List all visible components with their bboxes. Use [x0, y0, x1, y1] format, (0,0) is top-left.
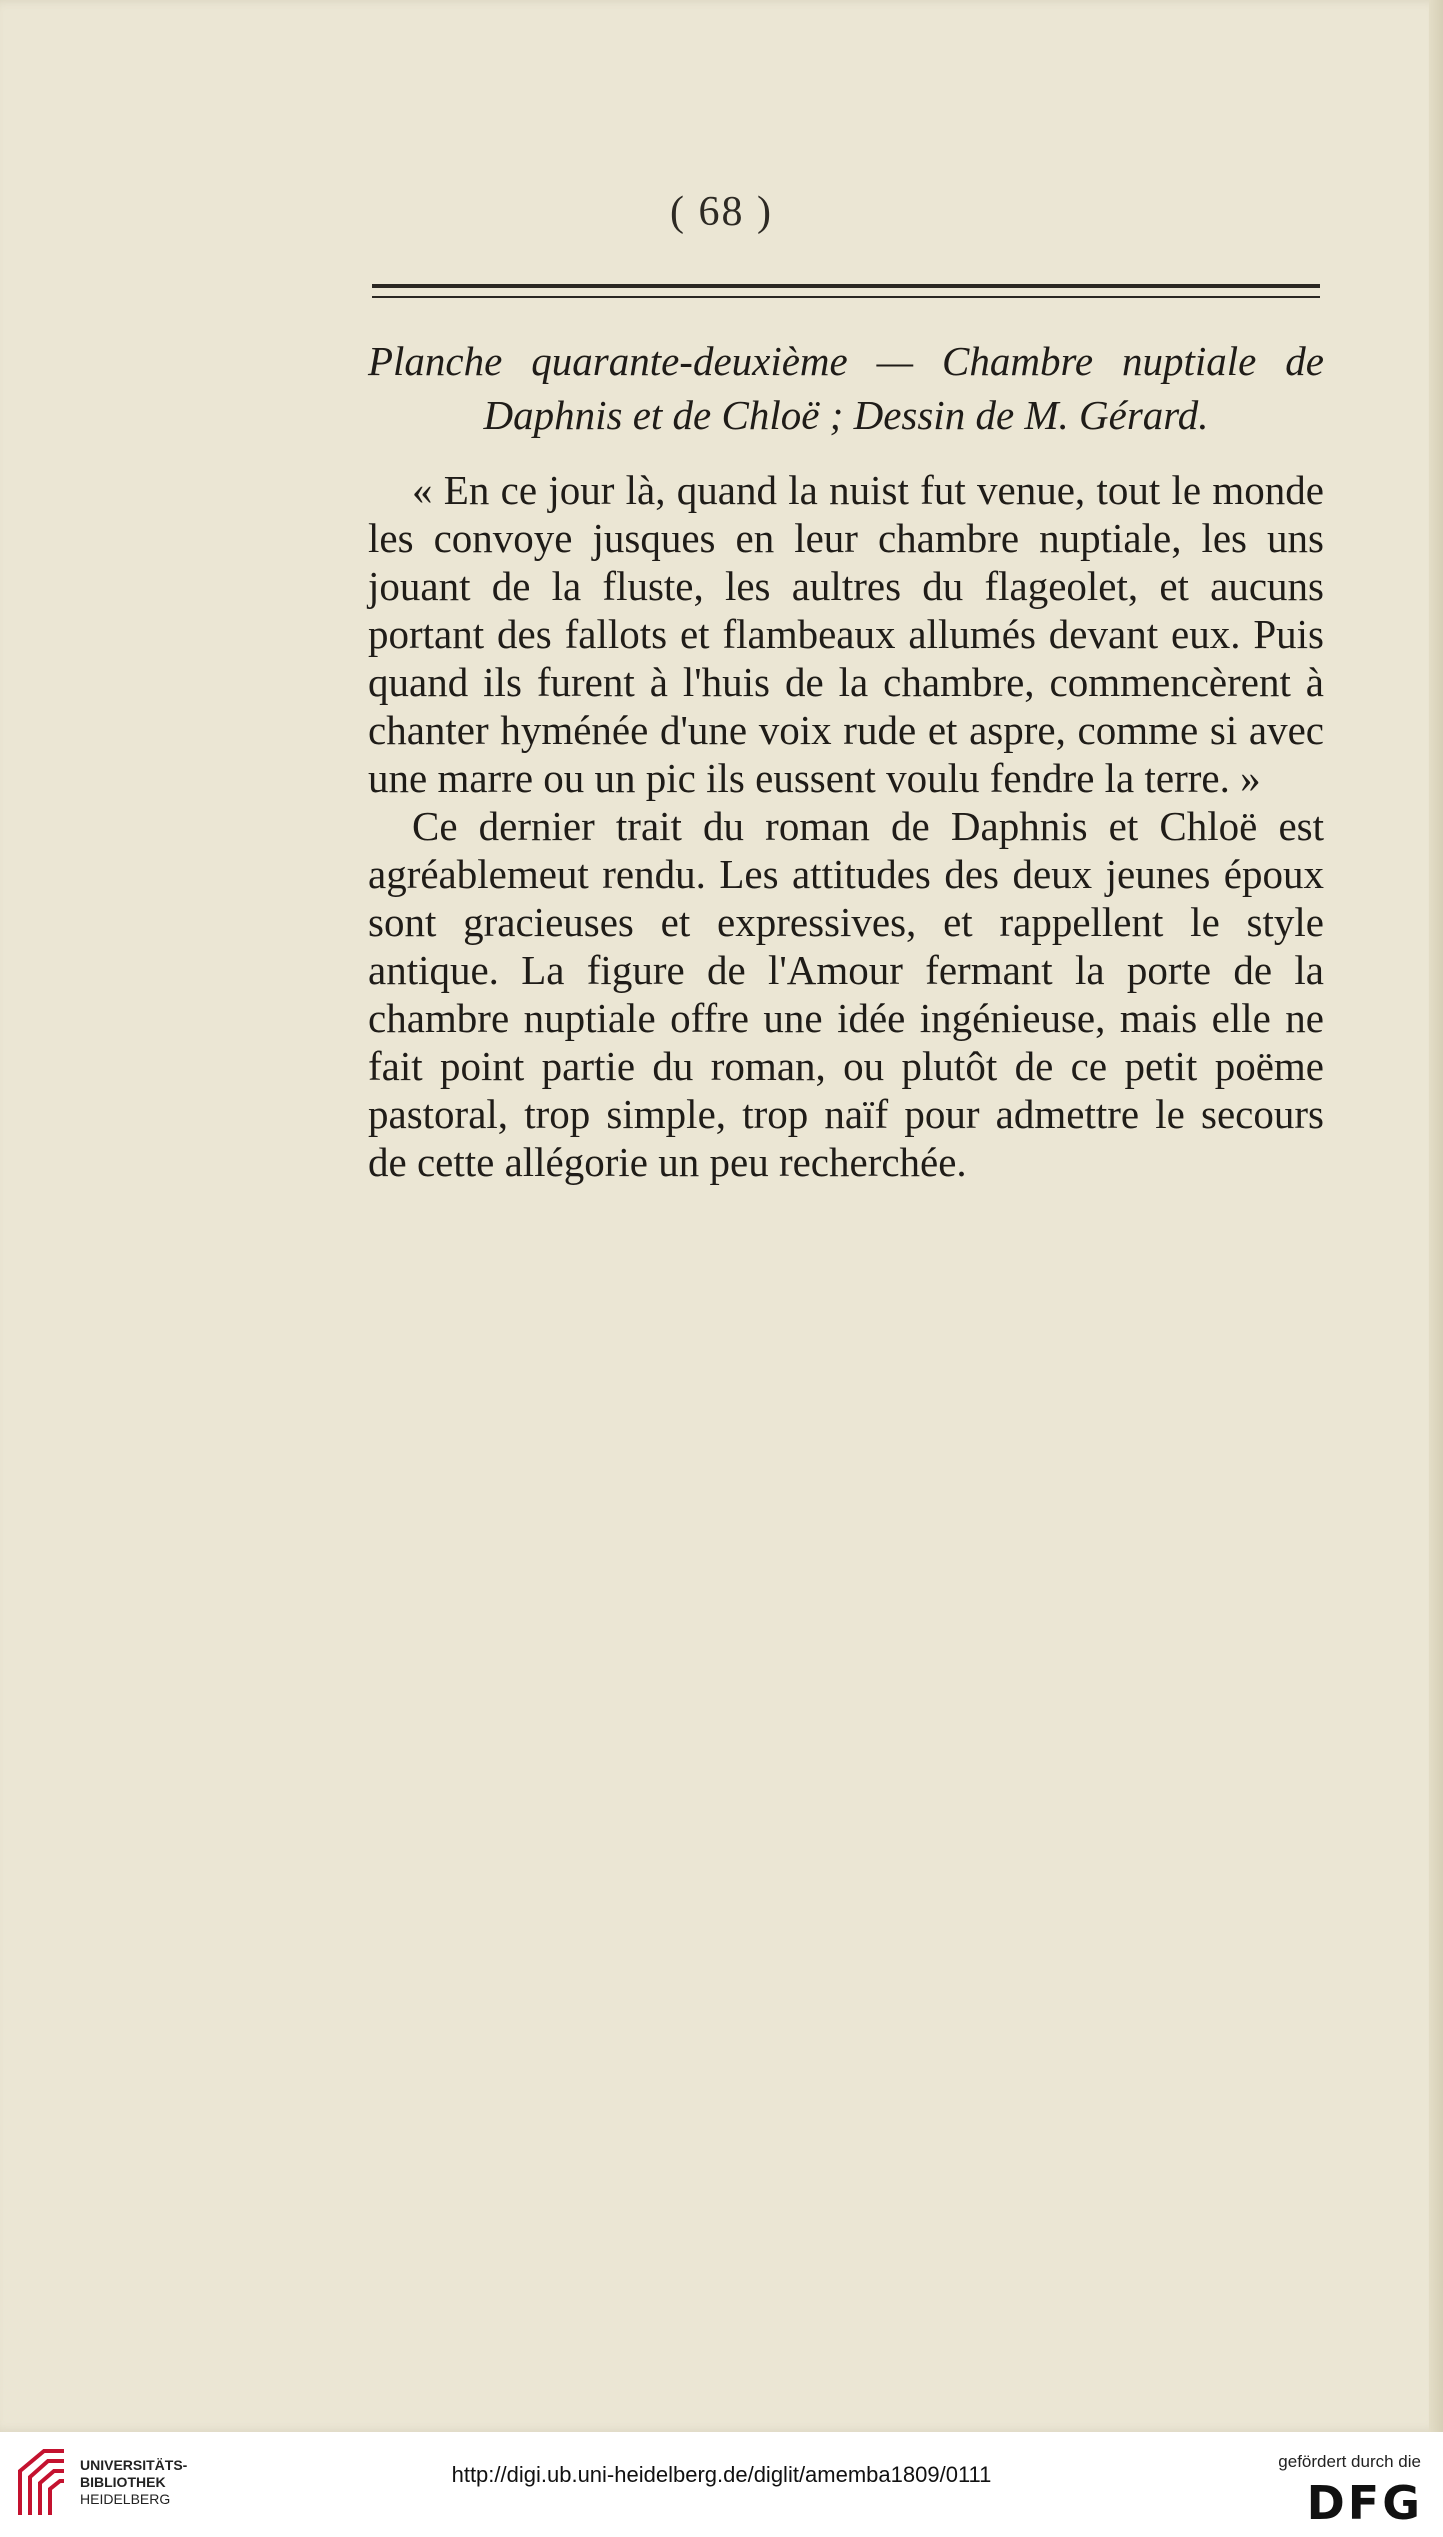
- page-edge-shadow: [1429, 0, 1443, 2432]
- header-rule-thick: [372, 284, 1320, 288]
- permalink-url[interactable]: http://digi.ub.uni-heidelberg.de/diglit/amemba1809/0111: [451, 2462, 992, 2487]
- funded-by-label: gefördert durch die: [1278, 2452, 1421, 2471]
- header-rule-thin: [372, 296, 1320, 298]
- body-text: [368, 466, 1324, 1186]
- institution-line-3: HEIDELBERG: [80, 2491, 171, 2507]
- plate-caption: [368, 334, 1324, 442]
- paragraph-commentary: Ce dernier trait du roman de Daphnis et Chloë est agréablemeut rendu. Les attitudes des deux jeunes époux sont gracieuses et expressives, et rappellent le style antique. La figure de l'Amour fermant la porte de la chambre nuptiale offre une idée ingénieuse, mais elle ne fait point partie du roman, ou plutôt de ce petit poëme pastoral, trop simple, trop naïf pour admettre le secours de cette allégorie un peu recherchée.: [368, 803, 1324, 1185]
- page-number: ( 68 ): [670, 189, 773, 235]
- institution-line-2: BIBLIOTHEK: [80, 2474, 166, 2490]
- dfg-logo: DFG: [1306, 2476, 1423, 2530]
- caption-line-1: Planche quarante-deuxième — Chambre nuptiale de: [368, 338, 1324, 384]
- caption-line-2: Daphnis et de Chloë ; Dessin de M. Gérard.: [483, 392, 1209, 438]
- institution-line-1: UNIVERSITÄTS-: [80, 2457, 188, 2473]
- paragraph-quote: « En ce jour là, quand la nuist fut venue, tout le monde les convoye jusques en leur chambre nuptiale, les uns jouant de la fluste, les aultres du flageolet, et aucuns portant des fallots et flambeaux allumés devant eux. Puis quand ils furent à l'huis de la chambre, commencèrent à chanter hyménée d'une voix rude et aspre, comme si avec une marre ou un pic ils eussent voulu fendre la terre. »: [368, 467, 1324, 801]
